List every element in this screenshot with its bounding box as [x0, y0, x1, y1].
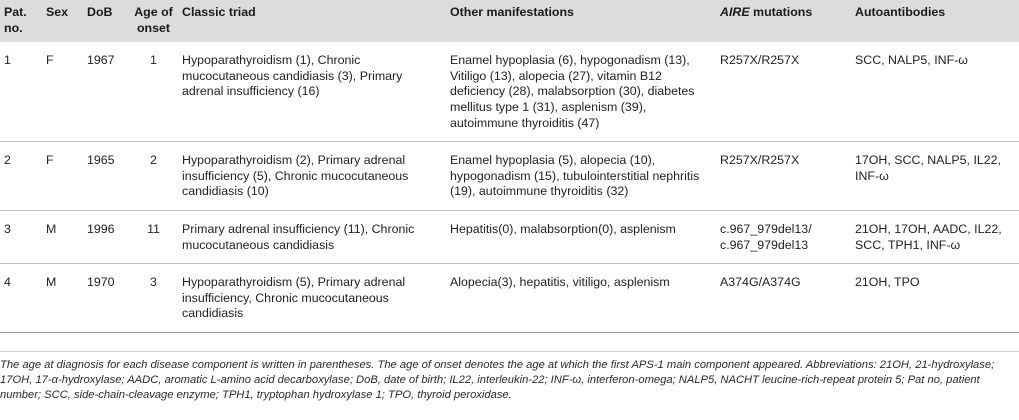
cell-autoantibodies: SCC, NALP5, INF-ω — [855, 53, 968, 68]
cell-dob: 1967 — [87, 53, 115, 68]
cell-other-manifestations: Hepatitis(0), malabsorption(0), asplenism — [450, 221, 676, 236]
cell-other-manifestations: Enamel hypoplasia (6), hypogonadism (13), Vitiligo (13), alopecia (27), vitamin B12 deficiency (28), malabsorption (30), diabetes mellitus type 1 (31), asplenism (39), autoimmune thyroiditis (47) — [450, 53, 695, 130]
table-row — [0, 142, 1019, 211]
cell-pat-no: 1 — [4, 53, 11, 68]
cell-dob: 1996 — [87, 221, 115, 236]
cell-age-of-onset: 1 — [150, 53, 157, 68]
cell-sex: M — [46, 221, 57, 236]
cell-pat-no: 3 — [4, 221, 11, 236]
cell-pat-no: 2 — [4, 153, 11, 168]
header-aire-gene: AIRE — [720, 5, 750, 19]
header-other-manifestations: Other manifestations — [450, 5, 574, 19]
cell-aire-mutations: R257X/R257X — [720, 153, 800, 168]
cell-age-of-onset: 11 — [147, 221, 160, 236]
header-dob: DoB — [87, 5, 113, 19]
cell-sex: F — [46, 53, 54, 68]
header-age-of-onset: Age of onset — [134, 5, 173, 35]
cell-autoantibodies: 21OH, TPO — [855, 275, 920, 290]
cell-classic-triad: Hypoparathyroidism (5), Primary adrenal insufficiency, Chronic mucocutaneous candidiasis — [182, 275, 406, 321]
header-classic-triad: Classic triad — [182, 5, 256, 19]
table-header — [0, 0, 1019, 42]
table-footnote: The age at diagnosis for each disease component is written in parentheses. The age of onset denotes the age at which the first APS-1 main component appeared. Abbreviations: 21OH, 21-hydroxylase; 17OH, 17-α-hydroxylase; AADC, aromatic L-amino acid decarboxylase; DoB, date of birth; IL22, interleukin-22; INF-ω, interferon-omega; NALP5, NACHT leucine-rich-repeat protein 5; Pat no, patient number; SCC, side-chain-cleavage enzyme; TPH1, tryptophan hydroxylase 1; TPO, thyroid peroxidase. — [0, 359, 995, 401]
table-row — [0, 210, 1019, 263]
cell-aire-mutations: c.967_979del13/ c.967_979del13 — [720, 221, 812, 252]
cell-autoantibodies: 21OH, 17OH, AADC, IL22, SCC, TPH1, INF-ω — [855, 221, 1002, 252]
cell-autoantibodies: 17OH, SCC, NALP5, IL22, INF-ω — [855, 153, 1002, 183]
header-row — [0, 0, 1019, 42]
cell-other-manifestations: Alopecia(3), hepatitis, vitiligo, asplenism — [450, 275, 670, 290]
table-row — [0, 42, 1019, 141]
header-aire-mutations — [716, 0, 851, 42]
cell-classic-triad: Hypoparathyroidism (2), Primary adrenal insufficiency (5), Chronic mucocutaneous candidiasis (10) — [182, 153, 409, 199]
cell-aire-mutations: R257X/R257X — [720, 53, 800, 68]
cell-age-of-onset: 3 — [150, 275, 157, 290]
cell-sex: F — [46, 153, 54, 168]
cell-classic-triad: Primary adrenal insufficiency (11), Chronic mucocutaneous candidiasis — [182, 221, 415, 252]
header-sex: Sex — [46, 5, 69, 19]
cell-sex: M — [46, 275, 57, 290]
footnote-divider — [0, 351, 1019, 352]
cell-classic-triad: Hypoparathyroidism (1), Chronic mucocutaneous candidiasis (3), Primary adrenal insufficiency (16) — [182, 53, 403, 99]
cell-pat-no: 4 — [4, 275, 11, 290]
cell-dob: 1965 — [87, 153, 115, 168]
cell-dob: 1970 — [87, 275, 115, 290]
cell-aire-mutations: A374G/A374G — [720, 275, 801, 290]
cell-other-manifestations: Enamel hypoplasia (5), alopecia (10), hypogonadism (15), tubulointerstitial nephritis (19), autoimmune thyroiditis (32) — [450, 153, 700, 199]
header-autoantibodies: Autoantibodies — [855, 5, 946, 19]
cell-age-of-onset: 2 — [150, 153, 157, 168]
table-body — [0, 42, 1019, 332]
header-aire-suffix: mutations — [749, 5, 813, 19]
table-row — [0, 264, 1019, 333]
header-pat-no: Pat. no. — [4, 5, 27, 35]
